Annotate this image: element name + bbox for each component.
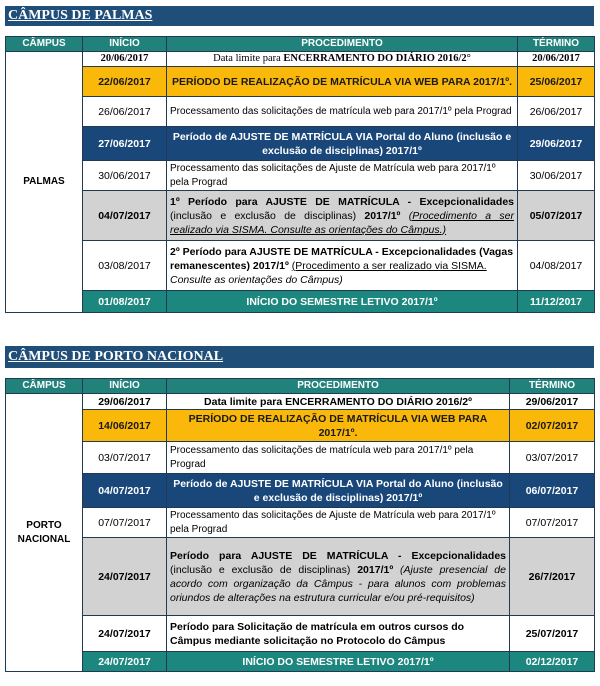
procedimento-cell: PERÍODO DE REALIZAÇÃO DE MATRÍCULA VIA WEB PARA 2017/1º.: [167, 410, 510, 442]
termino-cell: 05/07/2017: [518, 191, 595, 241]
campus-name-cell: [6, 52, 83, 313]
table-header-row: [6, 379, 595, 394]
procedimento-text: Data limite para: [213, 53, 284, 64]
header-inicio: INÍCIO: [83, 379, 167, 394]
header-campus: CÂMPUS: [6, 379, 83, 394]
campus-name-cell: [6, 394, 83, 672]
termino-cell: 03/07/2017: [510, 442, 595, 474]
inicio-cell: 26/06/2017: [83, 97, 167, 127]
table-row: [6, 161, 595, 191]
inicio-cell: 24/07/2017: [83, 616, 167, 652]
campus-name-line1: PORTO: [26, 519, 62, 531]
procedimento-cell: Período de AJUSTE DE MATRÍCULA VIA Portal do Aluno (inclusão e exclusão de disciplinas) 2017/1º: [167, 474, 510, 508]
procedimento-note: Consulte as orientações do Câmpus): [170, 273, 343, 286]
table-row: [6, 616, 595, 652]
procedimento-cell: [167, 191, 518, 241]
inicio-cell: 30/06/2017: [83, 161, 167, 191]
termino-cell: 26/06/2017: [518, 97, 595, 127]
table-row: [6, 508, 595, 538]
procedimento-text: (inclusão e exclusão de disciplinas): [170, 563, 351, 576]
section-title-palmas: CÂMPUS DE PALMAS: [5, 6, 594, 26]
table-row: [6, 191, 595, 241]
campus-name-line2: NACIONAL: [17, 533, 71, 545]
termino-cell: 26/7/2017: [510, 538, 595, 616]
campus-name: PALMAS: [23, 176, 65, 187]
header-inicio: INÍCIO: [83, 37, 167, 52]
header-procedimento: PROCEDIMENTO: [167, 37, 518, 52]
termino-cell: 29/06/2017: [510, 394, 595, 410]
procedimento-cell: Processamento das solicitações de matrícula web para 2017/1º pela Prograd: [167, 442, 510, 474]
procedimento-cell: INÍCIO DO SEMESTRE LETIVO 2017/1º: [167, 652, 510, 672]
table-row: [6, 474, 595, 508]
header-termino: TÉRMINO: [518, 37, 595, 52]
table-row: [6, 52, 595, 67]
table-row: [6, 410, 595, 442]
termino-cell: 20/06/2017: [518, 52, 595, 67]
procedimento-emphasis: ENCERRAMENTO DO DIÁRIO 2016/2°: [283, 53, 471, 64]
procedimento-cell: PERÍODO DE REALIZAÇÃO DE MATRÍCULA VIA WEB PARA 2017/1º.: [167, 67, 518, 97]
table-row: [6, 538, 595, 616]
table-row: [6, 652, 595, 672]
inicio-cell: 07/07/2017: [83, 508, 167, 538]
inicio-cell: 24/07/2017: [83, 652, 167, 672]
procedimento-cell: Data limite para ENCERRAMENTO DO DIÁRIO 2016/2º: [167, 394, 510, 410]
termino-cell: 25/06/2017: [518, 67, 595, 97]
termino-cell: 02/12/2017: [510, 652, 595, 672]
procedimento-text: 1º Período para AJUSTE DE MATRÍCULA - Excepcionalidades: [170, 195, 514, 208]
termino-cell: 02/07/2017: [510, 410, 595, 442]
termino-cell: 29/06/2017: [518, 127, 595, 161]
termino-cell: 06/07/2017: [510, 474, 595, 508]
procedimento-cell: [167, 241, 518, 291]
table-row: [6, 97, 595, 127]
termino-cell: 04/08/2017: [518, 241, 595, 291]
inicio-cell: 14/06/2017: [83, 410, 167, 442]
procedimento-text: 2º Período para AJUSTE DE MATRÍCULA - Excepcionalidades (Vagas remanescentes) 2017/1º: [170, 245, 514, 272]
termino-cell: 11/12/2017: [518, 291, 595, 313]
termino-cell: 07/07/2017: [510, 508, 595, 538]
table-row: [6, 241, 595, 291]
procedimento-cell: [167, 52, 518, 67]
table-row: [6, 394, 595, 410]
procedimento-note: (Procedimento a ser realizado via SISMA. Consulte as orientações do Câmpus.): [170, 209, 515, 236]
inicio-cell: 03/07/2017: [83, 442, 167, 474]
procedimento-cell: Período para Solicitação de matrícula em outros cursos do Câmpus mediante solicitação no Protocolo do Câmpus: [167, 616, 510, 652]
procedimento-cell: Processamento das solicitações de Ajuste de Matrícula web para 2017/1º pela Prograd: [167, 161, 518, 191]
header-campus: CÂMPUS: [6, 37, 83, 52]
procedimento-cell: Processamento das solicitações de Ajuste de Matrícula web para 2017/1º pela Prograd: [167, 508, 510, 538]
procedimento-cell: Período de AJUSTE DE MATRÍCULA VIA Portal do Aluno (inclusão e exclusão de disciplinas) 2017/1º: [167, 127, 518, 161]
palmas-calendar-table: [5, 36, 595, 313]
inicio-cell: 27/06/2017: [83, 127, 167, 161]
inicio-cell: 01/08/2017: [83, 291, 167, 313]
inicio-cell: 20/06/2017: [83, 52, 167, 67]
inicio-cell: 03/08/2017: [83, 241, 167, 291]
procedimento-text: 2017/1º: [350, 563, 394, 576]
header-termino: TÉRMINO: [510, 379, 595, 394]
procedimento-note: (Ajuste presencial de acordo com organização da Câmpus - para alunos com problemas oriundos de alterações na estrutura curricular e/ou pré-requisitos): [170, 563, 506, 604]
table-row: [6, 67, 595, 97]
procedimento-cell: INÍCIO DO SEMESTRE LETIVO 2017/1º: [167, 291, 518, 313]
procedimento-text: Período para AJUSTE DE MATRÍCULA - Excepcionalidades: [170, 549, 506, 562]
inicio-cell: 04/07/2017: [83, 474, 167, 508]
table-row: [6, 127, 595, 161]
procedimento-note: (Procedimento a ser realizado via SISMA.: [291, 259, 487, 272]
porto-calendar-table: [5, 378, 595, 672]
termino-cell: 30/06/2017: [518, 161, 595, 191]
procedimento-text: (inclusão e exclusão de disciplinas): [170, 209, 357, 222]
table-row: [6, 442, 595, 474]
procedimento-cell: [167, 538, 510, 616]
procedimento-text: 2017/1º: [356, 209, 401, 222]
section-title-porto-nacional: CÂMPUS DE PORTO NACIONAL: [5, 346, 594, 368]
table-header-row: [6, 37, 595, 52]
procedimento-cell: Processamento das solicitações de matrícula web para 2017/1º pela Prograd: [167, 97, 518, 127]
termino-cell: 25/07/2017: [510, 616, 595, 652]
inicio-cell: 24/07/2017: [83, 538, 167, 616]
inicio-cell: 29/06/2017: [83, 394, 167, 410]
inicio-cell: 22/06/2017: [83, 67, 167, 97]
header-procedimento: PROCEDIMENTO: [167, 379, 510, 394]
inicio-cell: 04/07/2017: [83, 191, 167, 241]
table-row: [6, 291, 595, 313]
